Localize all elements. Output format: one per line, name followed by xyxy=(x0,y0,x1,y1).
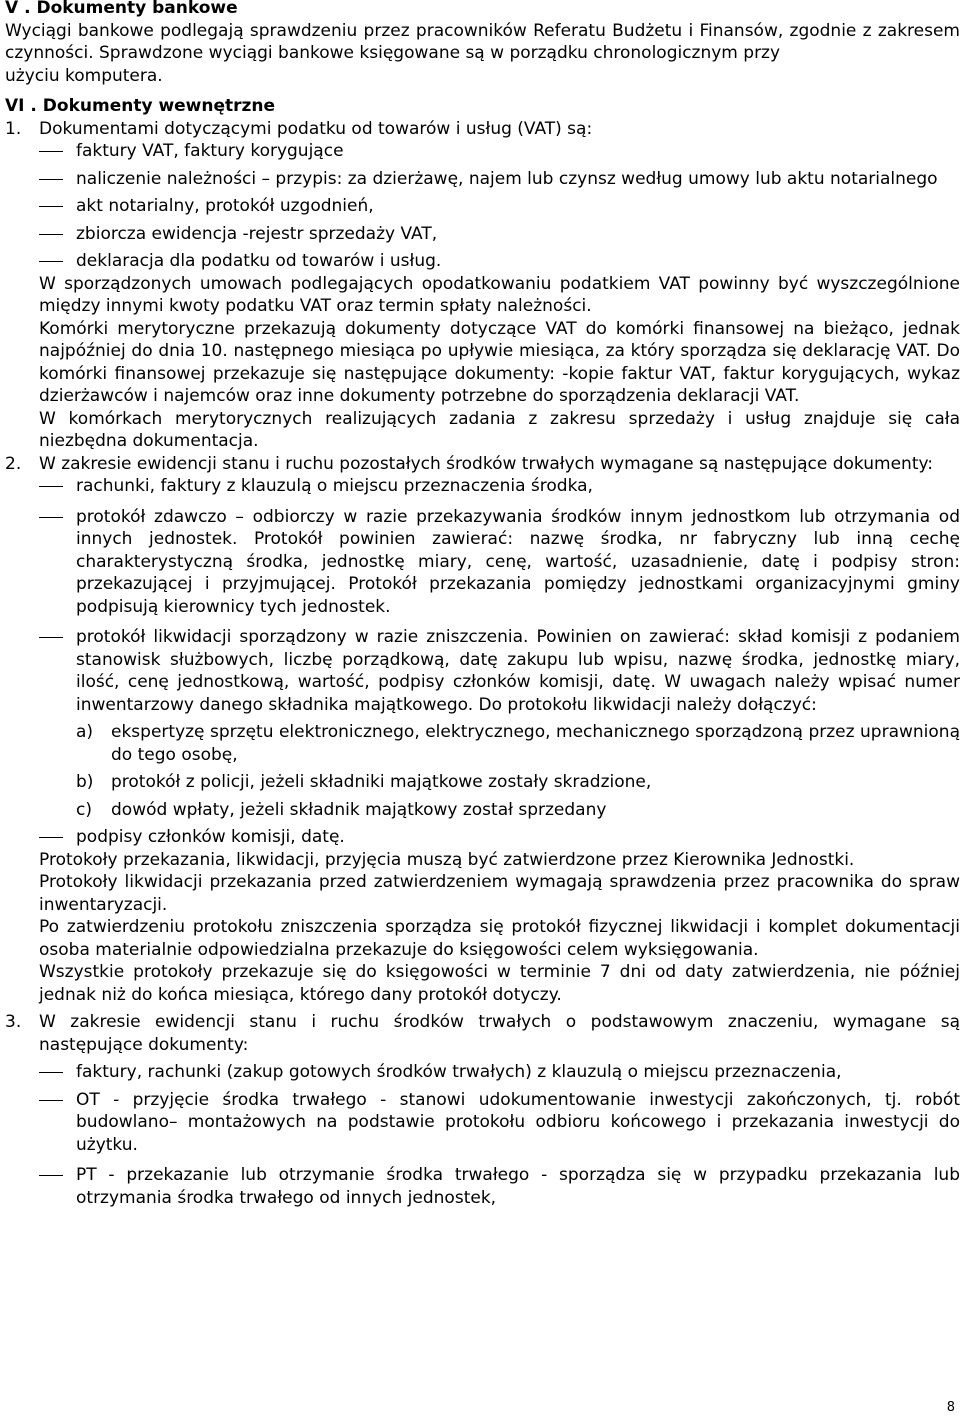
item-number: 1. xyxy=(5,118,22,139)
item-intro: Dokumentami dotyczącymi podatku od towarów i usług (VAT) są: xyxy=(39,118,593,139)
paragraph-bank-statements-end: użyciu komputera. xyxy=(5,65,163,86)
sub-item-text: dowód wpłaty, jeżeli składnik majątkowy został sprzedany xyxy=(111,799,607,820)
item-number: 2. xyxy=(5,453,22,474)
sub-item-letter: b) xyxy=(76,772,94,792)
list-item: zbiorcza ewidencja -rejestr sprzedaży VAT, xyxy=(5,223,960,246)
section-heading-vi: VI . Dokumenty wewnętrzne xyxy=(5,96,276,116)
paragraph: W komórkach merytorycznych realizujących zadania z zakresu sprzedaży i usług znajduje się cała niezbędna dokumentacja. xyxy=(39,408,960,451)
sub-list-item xyxy=(5,771,960,794)
list-item: PT - przekazanie lub otrzymanie środka trwałego - sporządza się w przypadku przekazania lub otrzymania środka trwałego od innych jednostek, xyxy=(5,1164,960,1209)
list-item: protokół zdawczo – odbiorczy w razie przekazywania środków innym jednostkom lub otrzymania od innych jednostek. Protokół powinien zawierać: nazwę środka, nr fabryczny lub inną cechę charakterystyczną środka, jednostkę miary, cenę, wartość, uzasadnienie, datę i podpisy stron: przekazującej i przyjmującej. Protokół przekazania pomiędzy jednostkami organizacyjnymi gminy podpisują kierownicy tych jednostek. xyxy=(5,506,960,619)
paragraph: Komórki merytoryczne przekazują dokumenty dotyczące VAT do komórki finansowej na bieżąco, jednak najpóźniej do dnia 10. następnego miesiąca po upływie miesiąca, za który sporządza się deklarację VAT. Do komórki finansowej przekazuje się następujące dokumenty: -kopie faktur VAT, faktur korygujących, wykaz dzierżawców i najemców oraz inne dokumenty potrzebne do sporządzenia deklaracji VAT. xyxy=(39,318,960,406)
list-item: podpisy członków komisji, datę. xyxy=(5,826,960,849)
list-item: OT - przyjęcie środka trwałego - stanowi udokumentowanie inwestycji zakończonych, tj. robót budowlano– montażowych na podstawie protokołu odbioru końcowego i przekazania inwestycji do użytku. xyxy=(5,1089,960,1157)
sub-item-text: protokół z policji, jeżeli składniki majątkowe zostały skradzione, xyxy=(111,772,652,792)
numbered-item-2 xyxy=(5,453,960,476)
numbered-item-1 xyxy=(5,118,960,141)
numbered-item-3 xyxy=(5,1011,960,1056)
page-number: 8 xyxy=(946,1400,955,1415)
sub-item-letter: c) xyxy=(76,799,92,820)
list-item: faktury, rachunki (zakup gotowych środków trwałych) z klauzulą o miejscu przeznaczenia, xyxy=(5,1061,960,1084)
list-item: naliczenie należności – przypis: za dzierżawę, najem lub czynsz według umowy lub aktu notarialnego xyxy=(5,168,960,191)
list-item: deklaracja dla podatku od towarów i usług. xyxy=(5,250,960,273)
paragraph: Protokoły przekazania, likwidacji, przyjęcia muszą być zatwierdzone przez Kierownika Jednostki. xyxy=(39,849,855,870)
section-heading-v: V . Dokumenty bankowe xyxy=(5,0,238,18)
item-intro: W zakresie ewidencji stanu i ruchu pozostałych środków trwałych wymagane są następujące dokumenty: xyxy=(39,453,934,474)
sub-item-text: ekspertyzę sprzętu elektronicznego, elektrycznego, mechanicznego sporządzoną przez uprawnioną do tego osobę, xyxy=(111,722,960,765)
list-item: rachunki, faktury z klauzulą o miejscu przeznaczenia środka, xyxy=(5,475,960,498)
sub-item-letter: a) xyxy=(76,722,94,742)
sub-list-item xyxy=(5,721,960,766)
paragraph: Protokoły likwidacji przekazania przed zatwierdzeniem wymagają sprawdzenia przez pracownika do spraw inwentaryzacji. xyxy=(39,872,960,915)
paragraph-bank-statements: Wyciągi bankowe podlegają sprawdzeniu przez pracowników Referatu Budżetu i Finansów, zgodnie z zakresem czynności. Sprawdzone wyciągi bankowe księgowane są w porządku chronologicznym przy xyxy=(5,20,960,63)
list-item: akt notarialny, protokół uzgodnień, xyxy=(5,195,960,218)
paragraph: W sporządzonych umowach podlegających opodatkowaniu podatkiem VAT powinny być wyszczególnione między innymi kwoty podatku VAT oraz termin spłaty należności. xyxy=(39,273,960,316)
paragraph: Po zatwierdzeniu protokołu zniszczenia sporządza się protokół fizycznej likwidacji i komplet dokumentacji osoba materialnie odpowiedzialna przekazuje do księgowości celem wyksięgowania. xyxy=(39,917,960,960)
item-number: 3. xyxy=(5,1012,22,1032)
list-item: faktury VAT, faktury korygujące xyxy=(5,140,960,163)
paragraph: Wszystkie protokoły przekazuje się do księgowości w terminie 7 dni od daty zatwierdzenia, nie później jednak niż do końca miesiąca, którego dany protokół dotyczy. xyxy=(39,962,960,1005)
sub-list-item xyxy=(5,799,960,822)
item-intro: W zakresie ewidencji stanu i ruchu środków trwałych o podstawowym znaczeniu, wymagane są następujące dokumenty: xyxy=(39,1012,960,1055)
document-page xyxy=(5,0,960,1209)
list-item: protokół likwidacji sporządzony w razie zniszczenia. Powinien on zawierać: skład komisji z podaniem stanowisk służbowych, liczbę porządkową, datę zakupu lub wpisu, nazwę środka, jednostkę miary, ilość, cenę jednostkową, wartość, podpisy członków komisji, datę. W uwagach należy wpisać numer inwentarzowy danego składnika majątkowego. Do protokołu likwidacji należy dołączyć: xyxy=(5,626,960,716)
